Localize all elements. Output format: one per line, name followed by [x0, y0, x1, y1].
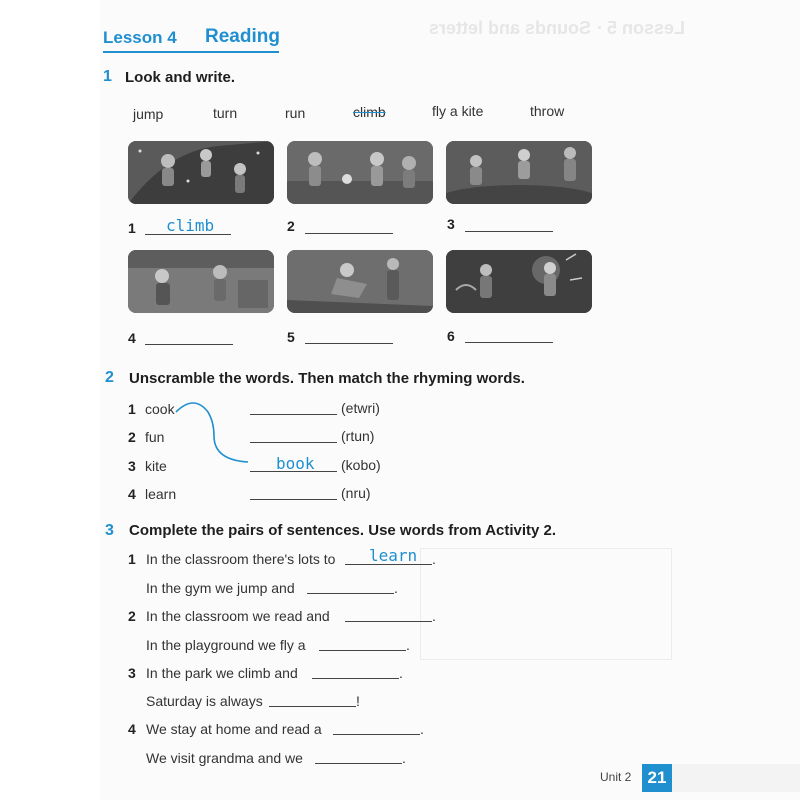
- word-box-item: turn: [213, 105, 238, 121]
- item-number: 3: [128, 665, 136, 681]
- sentence-a: In the classroom we read and: [146, 608, 330, 624]
- answer-line[interactable]: [312, 677, 399, 679]
- answer-line[interactable]: [145, 343, 233, 345]
- scrambled-word: (rtun): [341, 428, 375, 444]
- kids-jumping-illustration: [287, 250, 433, 313]
- sentence-b: We visit grandma and we: [146, 750, 303, 766]
- page-gutter: [0, 0, 100, 800]
- unit-label: Unit 2: [600, 770, 632, 784]
- rhyme-word: learn: [145, 486, 177, 502]
- activity-2-instruction: Unscramble the words. Then match the rhyming words.: [129, 370, 525, 387]
- page-number: 21: [642, 764, 672, 792]
- sentence-end: .: [406, 637, 410, 653]
- answer-line[interactable]: [250, 441, 337, 443]
- item-number: 3: [447, 216, 455, 232]
- footer-bar: [672, 764, 800, 792]
- item-number: 2: [287, 218, 295, 234]
- matching-line: [170, 398, 260, 470]
- item-number: 2: [128, 429, 136, 445]
- item-number: 2: [128, 608, 136, 624]
- answer-line[interactable]: [305, 342, 393, 344]
- kids-dancing-lights-illustration: [446, 250, 592, 313]
- handwritten-answer: book: [276, 454, 315, 473]
- item-number: 4: [128, 330, 136, 346]
- rhyme-word: fun: [145, 429, 165, 445]
- header-underline: [103, 51, 279, 53]
- word-box-item: run: [285, 105, 306, 121]
- item-number: 1: [128, 220, 136, 236]
- sentence-end: .: [432, 551, 436, 567]
- sentence-end: .: [402, 750, 406, 766]
- kids-running-illustration: [446, 141, 592, 204]
- sentence-b: Saturday is always: [146, 693, 263, 709]
- kids-throwing-ball-illustration: [287, 141, 433, 204]
- item-number: 1: [128, 401, 136, 417]
- sentence-end: .: [399, 665, 403, 681]
- sentence-end: .: [394, 580, 398, 596]
- answer-line[interactable]: [345, 620, 432, 622]
- activity-1-instruction: Look and write.: [125, 69, 236, 86]
- sentence-a: In the park we climb and: [146, 665, 298, 681]
- answer-line[interactable]: [315, 762, 402, 764]
- answer-line[interactable]: [319, 649, 406, 651]
- item-number: 1: [128, 551, 136, 567]
- sentence-b: In the playground we fly a: [146, 637, 306, 653]
- answer-line[interactable]: [465, 341, 553, 343]
- illustration-6: [446, 250, 592, 313]
- sentence-end: !: [356, 693, 360, 709]
- answer-line[interactable]: [250, 498, 337, 500]
- sentence-end: .: [432, 608, 436, 624]
- sentence-b: In the gym we jump and: [146, 580, 295, 596]
- item-number: 6: [447, 328, 455, 344]
- illustration-4: [128, 250, 274, 313]
- illustration-3: [446, 141, 592, 204]
- activity-1-number: 1: [103, 68, 112, 85]
- item-number: 5: [287, 329, 295, 345]
- sentence-a: In the classroom there's lots to: [146, 551, 336, 567]
- answer-line[interactable]: [305, 232, 393, 234]
- handwritten-answer: climb: [166, 216, 215, 235]
- rhyme-word: kite: [145, 458, 167, 474]
- answer-line[interactable]: [250, 413, 337, 415]
- kids-playing-indoors-illustration: [128, 250, 274, 313]
- answer-line[interactable]: [465, 230, 553, 232]
- lesson-label: Lesson 4: [103, 28, 177, 47]
- item-number: 3: [128, 458, 136, 474]
- illustration-2: [287, 141, 433, 204]
- scrambled-word: (kobo): [341, 457, 381, 473]
- word-box-item-crossed: climb: [353, 104, 386, 120]
- handwritten-answer: learn: [369, 546, 418, 565]
- rhyme-word: cook: [145, 401, 175, 417]
- illustration-1: [128, 141, 274, 204]
- answer-line[interactable]: [333, 733, 420, 735]
- word-box-item: throw: [530, 103, 565, 119]
- sentence-end: .: [420, 721, 424, 737]
- lesson-title: Reading: [205, 26, 280, 47]
- item-number: 4: [128, 486, 136, 502]
- activity-2-number: 2: [105, 369, 114, 386]
- bleed-through-text: Lesson 5 · Sounds and letters: [428, 18, 685, 38]
- item-number: 4: [128, 721, 136, 737]
- answer-line[interactable]: [269, 705, 356, 707]
- climbing-kids-illustration: [128, 141, 274, 204]
- sentence-a: We stay at home and read a: [146, 721, 322, 737]
- activity-3-instruction: Complete the pairs of sentences. Use words from Activity 2.: [129, 522, 557, 539]
- bleed-through-box: [420, 548, 672, 660]
- word-box-item: jump: [133, 106, 164, 122]
- illustration-5: [287, 250, 433, 313]
- scrambled-word: (nru): [341, 485, 371, 501]
- scrambled-word: (etwri): [341, 400, 380, 416]
- activity-3-number: 3: [105, 522, 114, 539]
- word-box-item: fly a kite: [432, 103, 484, 119]
- answer-line[interactable]: [307, 592, 394, 594]
